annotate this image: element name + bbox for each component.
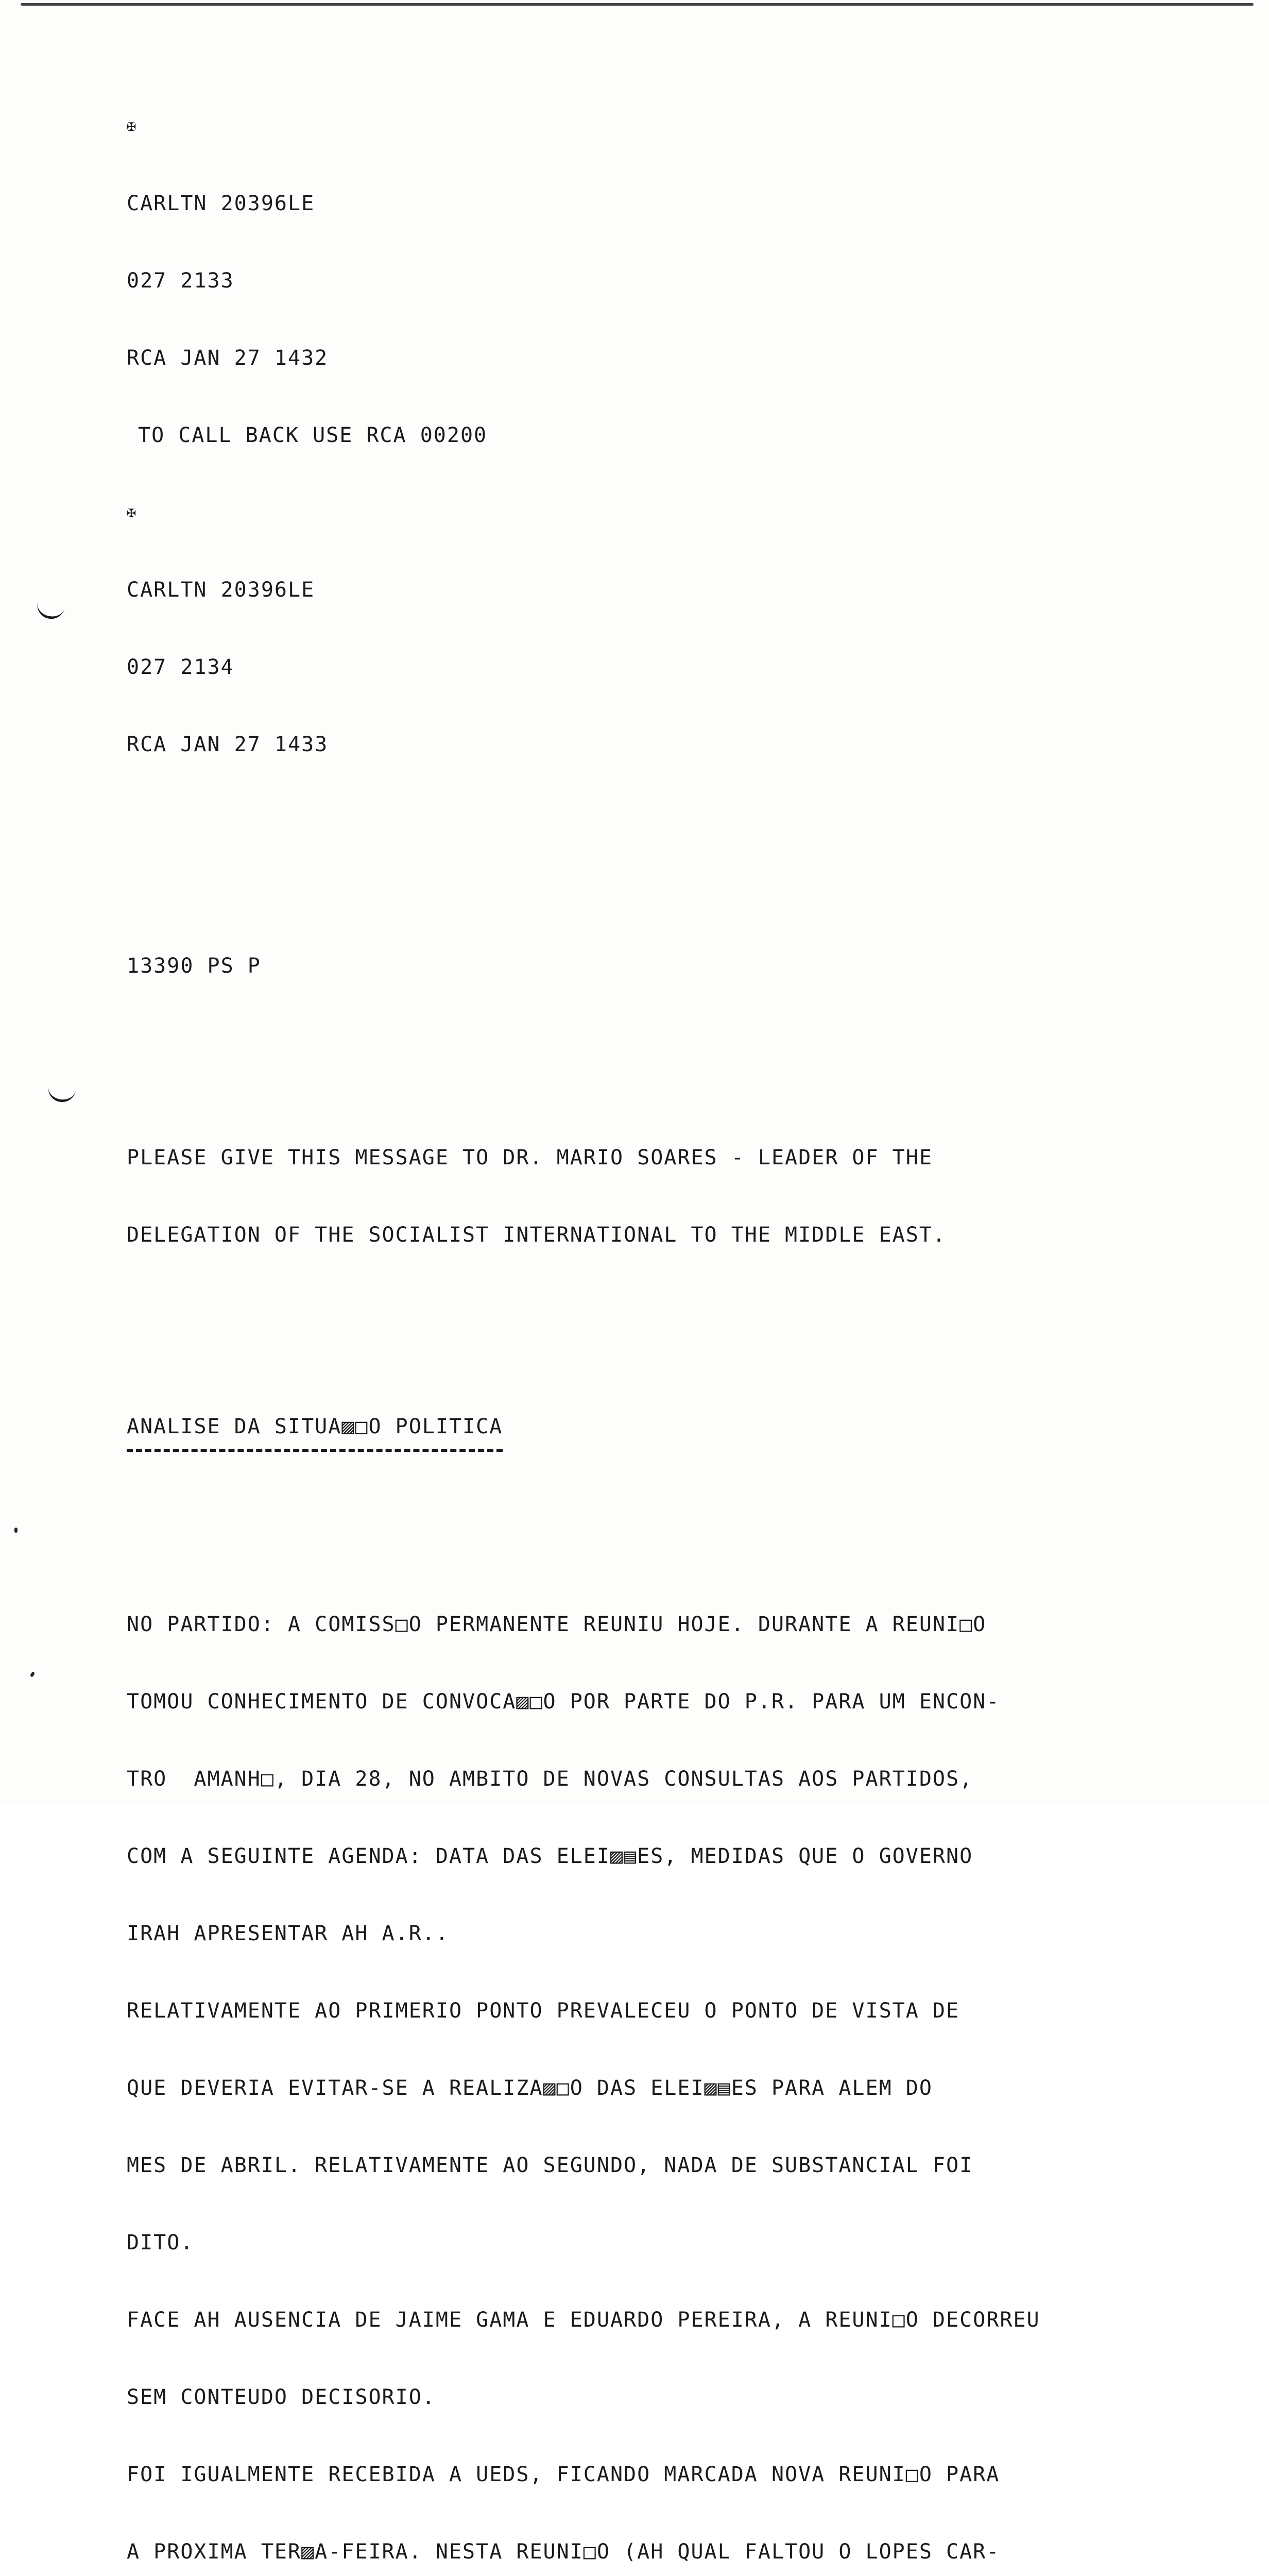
paragraph-line: MES DE ABRIL. RELATIVAMENTE AO SEGUNDO, NADA DE SUBSTANCIAL FOI <box>127 2154 973 2177</box>
paragraph-line: IRAH APRESENTAR AH A.R.. <box>127 1922 449 1945</box>
cross-mark-icon: ✠ <box>127 117 138 135</box>
paragraph-line: FOI IGUALMENTE RECEBIDA A UEDS, FICANDO MARCADA NOVA REUNI□O PARA <box>127 2463 1000 2486</box>
ink-speck <box>30 1671 35 1677</box>
paragraph-line: COM A SEGUINTE AGENDA: DATA DAS ELEI▨▤ES, MEDIDAS QUE O GOVERNO <box>127 1844 973 1868</box>
top-edge-line <box>21 3 1254 6</box>
paragraph-line: RELATIVAMENTE AO PRIMERIO PONTO PREVALECEU O PONTO DE VISTA DE <box>127 1999 960 2023</box>
instruction-line: PLEASE GIVE THIS MESSAGE TO DR. MARIO SOARES - LEADER OF THE <box>127 1146 933 1170</box>
ink-speck <box>14 1528 18 1533</box>
paragraph-line: TOMOU CONHECIMENTO DE CONVOCA▨□O POR PARTE DO P.R. PARA UM ENCON- <box>127 1690 1000 1714</box>
hole-punch-mark-icon <box>46 1084 76 1104</box>
paragraph-line: SEM CONTEUDO DECISORIO. <box>127 2385 436 2409</box>
telex-body <box>127 62 1198 2576</box>
header-line: 027 2133 <box>127 269 234 293</box>
cross-mark-icon: ✠ <box>127 503 138 521</box>
paragraph-line: TRO AMANH□, DIA 28, NO AMBITO DE NOVAS CONSULTAS AOS PARTIDOS, <box>127 1767 973 1791</box>
paragraph-line: A PROXIMA TER▨A-FEIRA. NESTA REUNI□O (AH QUAL FALTOU O LOPES CAR- <box>127 2540 1000 2564</box>
header-line: RCA JAN 27 1433 <box>127 733 329 756</box>
header-line: CARLTN 20396LE <box>127 578 315 602</box>
header-line: RCA JAN 27 1432 <box>127 346 329 370</box>
header-line: TO CALL BACK USE RCA 00200 <box>138 423 488 447</box>
paragraph-line: FACE AH AUSENCIA DE JAIME GAMA E EDUARDO PEREIRA, A REUNI□O DECORREU <box>127 2308 1040 2332</box>
paragraph-line: QUE DEVERIA EVITAR-SE A REALIZA▨□O DAS ELEI▨▤ES PARA ALEM DO <box>127 2076 933 2100</box>
paragraph-line: DITO. <box>127 2231 194 2255</box>
header-line: CARLTN 20396LE <box>127 192 315 215</box>
reference-code: 13390 PS P <box>127 954 261 978</box>
hole-punch-mark-icon <box>35 600 65 622</box>
paragraph-line: NO PARTIDO: A COMISS□O PERMANENTE REUNIU HOJE. DURANTE A REUNI□O <box>127 1613 987 1636</box>
header-line: 027 2134 <box>127 655 234 679</box>
page-title: ANALISE DA SITUA▨□O POLITICA <box>127 1414 503 1452</box>
instruction-line: DELEGATION OF THE SOCIALIST INTERNATIONAL TO THE MIDDLE EAST. <box>127 1223 947 1247</box>
